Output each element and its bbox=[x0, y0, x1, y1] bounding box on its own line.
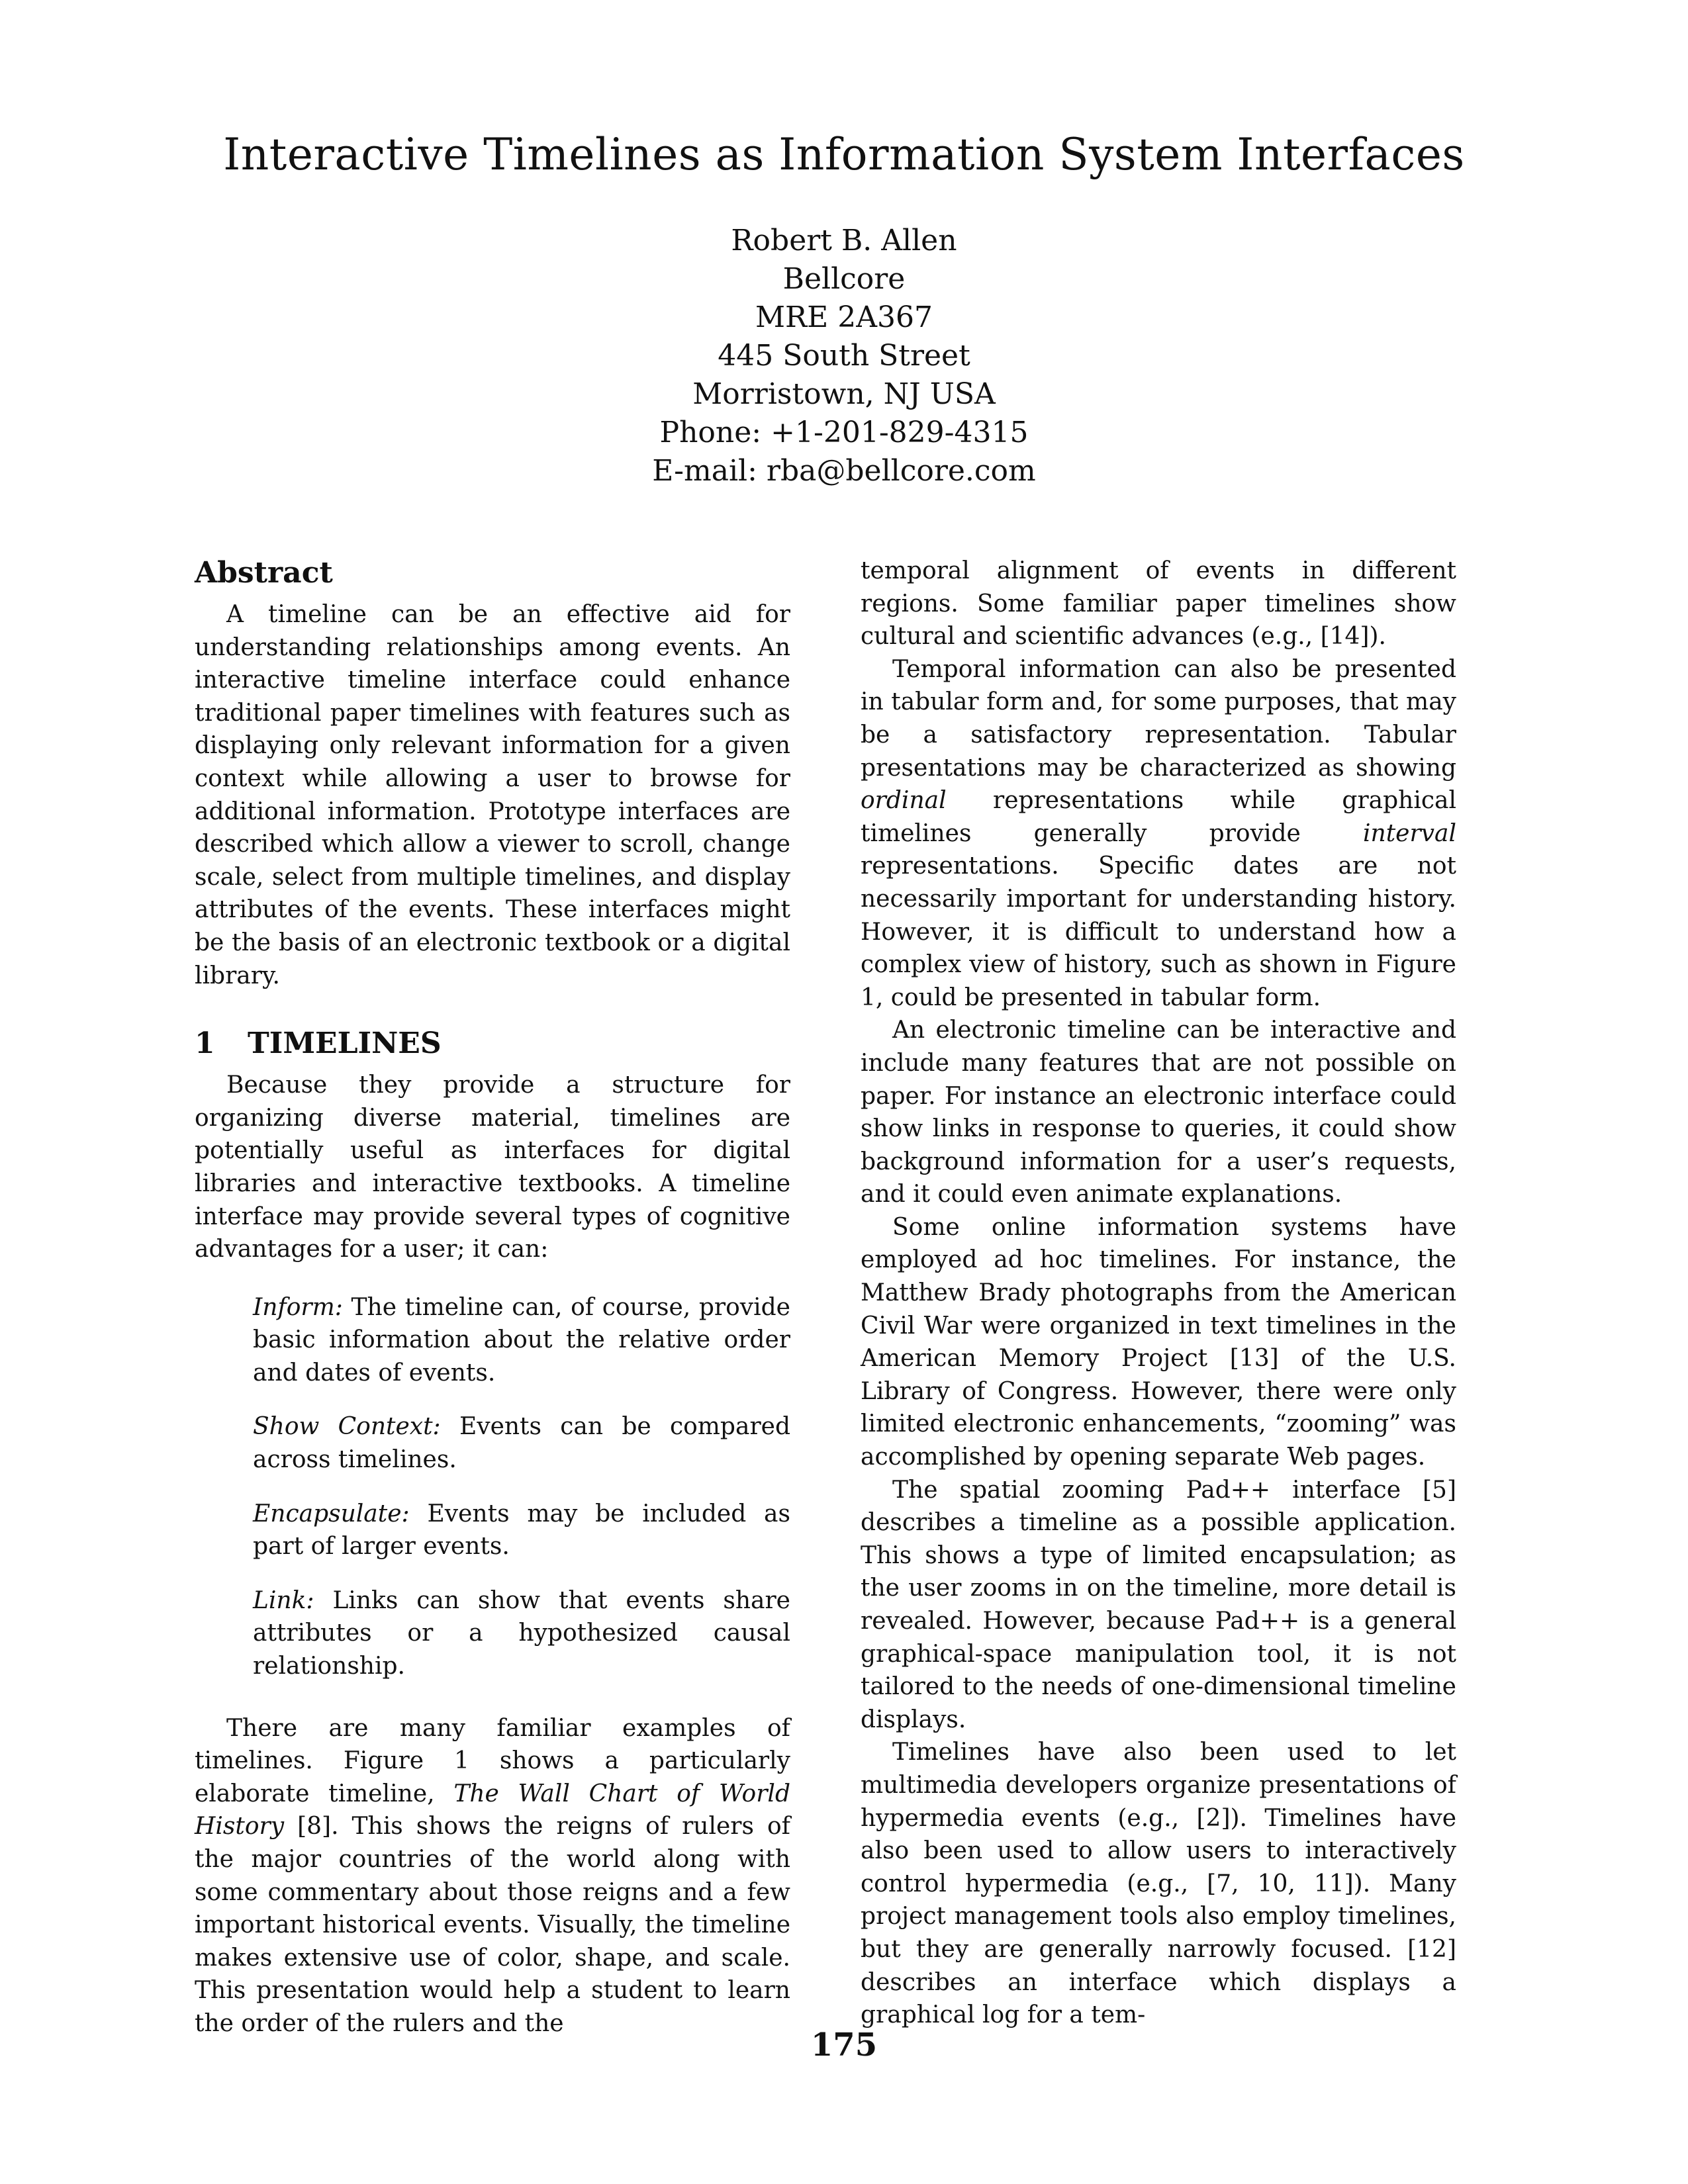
advantage-term: Link: bbox=[253, 1586, 314, 1614]
tabular-text-c: representations. Specific dates are not necessarily important for understanding history. However, it is difficult to understand how a complex view of history, such as shown in Figure 1, could be presented in tabular form. bbox=[861, 852, 1456, 1011]
abstract-section bbox=[195, 555, 790, 992]
advantage-text: Links can show that events share attributes or a hypothesized causal relationship. bbox=[253, 1586, 790, 1680]
advantages-list bbox=[195, 1291, 790, 1683]
section-number: 1 bbox=[195, 1026, 215, 1061]
tabular-text-a: Temporal information can also be presented in tabular form and, for some purposes, that may be a satisfactory representation. Tabular presentations may be characterized as showing bbox=[861, 655, 1456, 782]
section-heading bbox=[195, 1025, 790, 1062]
abstract-text: A timeline can be an effective aid for understanding relationships among events. An interactive timeline interface could enhance traditional paper timelines with features such as displaying only relevant information for a given context while allowing a user to browse for additional information. Prototype interfaces are described which allow a viewer to scroll, change scale, select from multiple timelines, and display attributes of the events. These interfaces might be the basis of an electronic textbook or a digital library. bbox=[195, 601, 790, 989]
page-title: Interactive Timelines as Information System Interfaces bbox=[223, 129, 1465, 180]
advantage-text: Events can be compared across timelines. bbox=[253, 1413, 790, 1474]
author-phone: Phone: +1-201-829-4315 bbox=[659, 416, 1029, 449]
advantage-term: Inform: bbox=[253, 1293, 343, 1321]
electronic-paragraph: An electronic timeline can be interactive and include many features that are not possible on paper. For instance an electronic interface could show links in response to queries, it could show background information for a user’s requests, and it could even animate explanations. bbox=[861, 1017, 1456, 1208]
section-timelines bbox=[195, 1025, 790, 2040]
interval-term: interval bbox=[1363, 819, 1456, 847]
ordinal-term: ordinal bbox=[861, 787, 947, 815]
list-item bbox=[253, 1498, 790, 1563]
section-title: TIMELINES bbox=[248, 1026, 442, 1061]
left-column bbox=[195, 555, 790, 2040]
right-column bbox=[861, 555, 1456, 2032]
advantage-term: Encapsulate: bbox=[253, 1500, 410, 1527]
list-item bbox=[253, 1584, 790, 1683]
abstract-heading: Abstract bbox=[195, 556, 333, 590]
multimedia-paragraph: Timelines have also been used to let multimedia developers organize presentations of hypermedia events (e.g., [2]). Timelines have also been used to allow users to interactively control hypermedia (e.g., [7, 10, 11]). Many project management tools also employ timelines, but they are generally narrowly focused. [12] describes an interface which displays a graphical log for a tem- bbox=[861, 1739, 1456, 2029]
examples-paragraph bbox=[195, 1712, 790, 2040]
advantage-text: Events may be included as part of larger events. bbox=[253, 1500, 790, 1561]
author-org: Bellcore bbox=[782, 262, 906, 296]
wall-chart-title: The Wall Chart of World History bbox=[195, 1780, 790, 1841]
pad-paragraph: The spatial zooming Pad++ interface [5] describes a timeline as a possible application. This shows a type of limited encapsulation; as the user zooms in on the timeline, more detail is revealed. However, because Pad++ is a general graphical-space manipulation tool, it is not tailored to the needs of one-dimensional timeline displays. bbox=[861, 1476, 1456, 1733]
continuation-paragraph: temporal alignment of events in different regions. Some familiar paper timelines show cultural and scientific advances (e.g., [14]). bbox=[861, 557, 1456, 651]
author-city: Morristown, NJ USA bbox=[692, 377, 996, 411]
section-intro-paragraph: Because they provide a structure for organizing diverse material, timelines are potentially useful as interfaces for digital libraries and interactive textbooks. A timeline interface may provide several types of cognitive advantages for a user; it can: bbox=[195, 1071, 790, 1263]
author-room: MRE 2A367 bbox=[755, 300, 933, 334]
author-name: Robert B. Allen bbox=[731, 224, 957, 257]
tabular-text-b: representations while graphical timelines generally provide bbox=[861, 787, 1456, 847]
advantage-term: Show Context: bbox=[253, 1413, 441, 1441]
author-email: E-mail: rba@bellcore.com bbox=[652, 454, 1036, 488]
page-number: 175 bbox=[810, 2026, 878, 2064]
author-street: 445 South Street bbox=[718, 339, 970, 373]
examples-text-b: [8]. This shows the reigns of rulers of the major countries of the world along with some commentary about those reigns and a few important historical events. Visually, the timeline makes extensive use of color, shape, and scale. This presentation would help a student to learn the order of the rulers and the bbox=[195, 1813, 790, 2037]
tabular-paragraph bbox=[861, 653, 1456, 1015]
examples-text-a: There are many familiar examples of timelines. Figure 1 shows a particularly elaborate timeline, bbox=[195, 1714, 790, 1807]
list-item bbox=[253, 1410, 790, 1476]
advantage-text: The timeline can, of course, provide basic information about the relative order and dates of events. bbox=[253, 1293, 790, 1387]
author-block bbox=[0, 222, 1688, 490]
list-item bbox=[253, 1291, 790, 1390]
online-systems-paragraph: Some online information systems have employed ad hoc timelines. For instance, the Matthew Brady photographs from the American Civil War were organized in text timelines in the American Memory Project [13] of the U.S. Library of Congress. However, there were only limited electronic enhancements, “zooming” was accomplished by opening separate Web pages. bbox=[861, 1213, 1456, 1471]
